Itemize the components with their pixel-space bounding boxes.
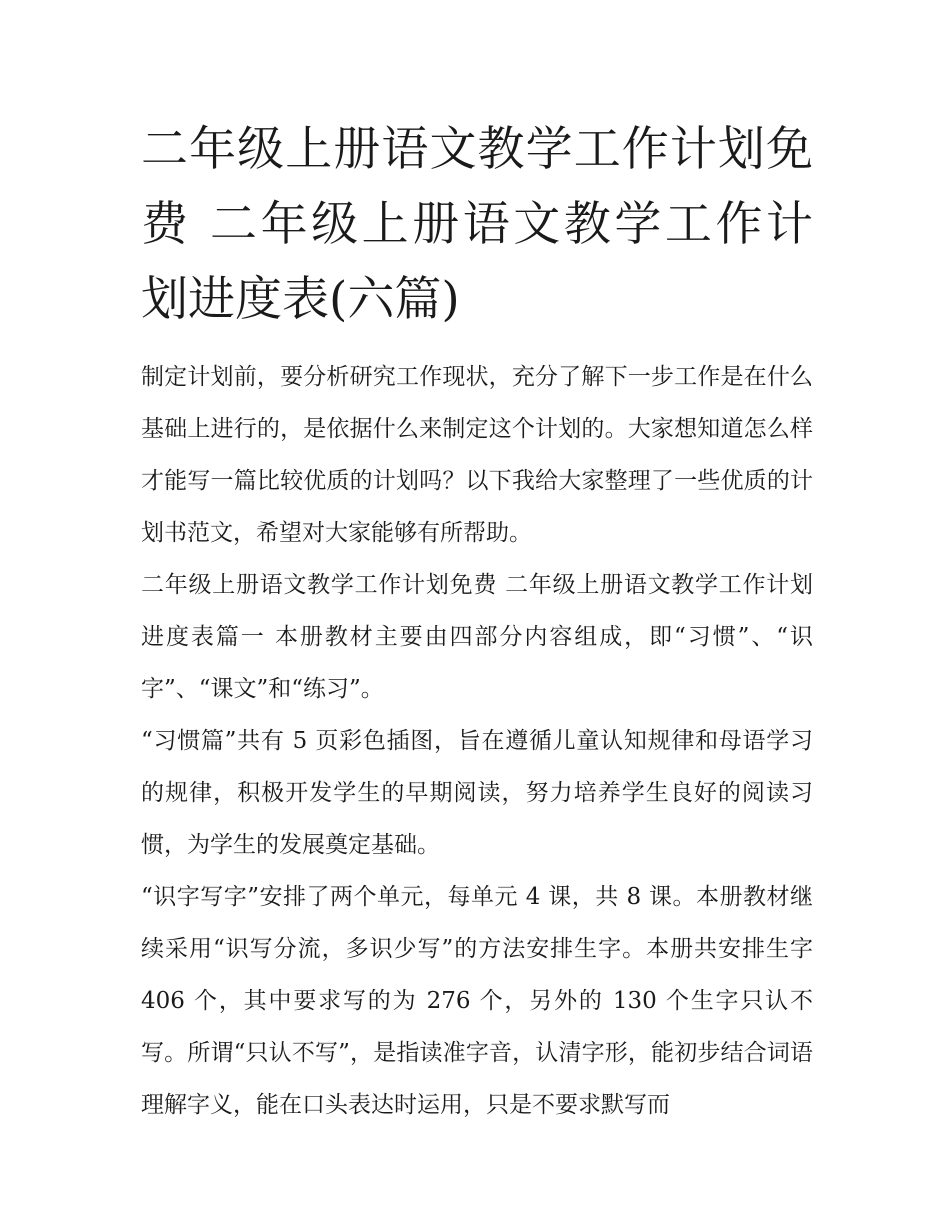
paragraph-part-one: 二年级上册语文教学工作计划免费 二年级上册语文教学工作计划进度表篇一 本册教材主要由四部分内容组成，即“习惯”、“识字”、“课文”和“练习”。 [141,572,813,702]
paragraph-habits: “习惯篇”共有 5 页彩色插图，旨在遵循儿童认知规律和母语学习的规律，积极开发学生的早期阅读，努力培养学生良好的阅读习惯，为学生的发展奠定基础。 [141,728,813,858]
document-title: 二年级上册语文教学工作计划免费 二年级上册语文教学工作计划进度表(六篇) [141,122,813,327]
paragraph-intro: 制定计划前，要分析研究工作现状，充分了解下一步工作是在什么基础上进行的，是依据什么来制定这个计划的。大家想知道怎么样才能写一篇比较优质的计划吗？以下我给大家整理了一些优质的计划书范文，希望对大家能够有所帮助。 [141,364,813,546]
document-body [141,112,813,1131]
paragraph-literacy: “识字写字”安排了两个单元，每单元 4 课，共 8 课。本册教材继续采用“识写分流，多识少写”的方法安排生字。本册共安排生字 406 个，其中要求写的为 276 个，另外的 130 个生字只认不写。所谓“只认不写”，是指读准字音，认清字形，能初步结合词语理解字义，能在口头表达时运用，只是不要求默写而 [141,884,813,1118]
